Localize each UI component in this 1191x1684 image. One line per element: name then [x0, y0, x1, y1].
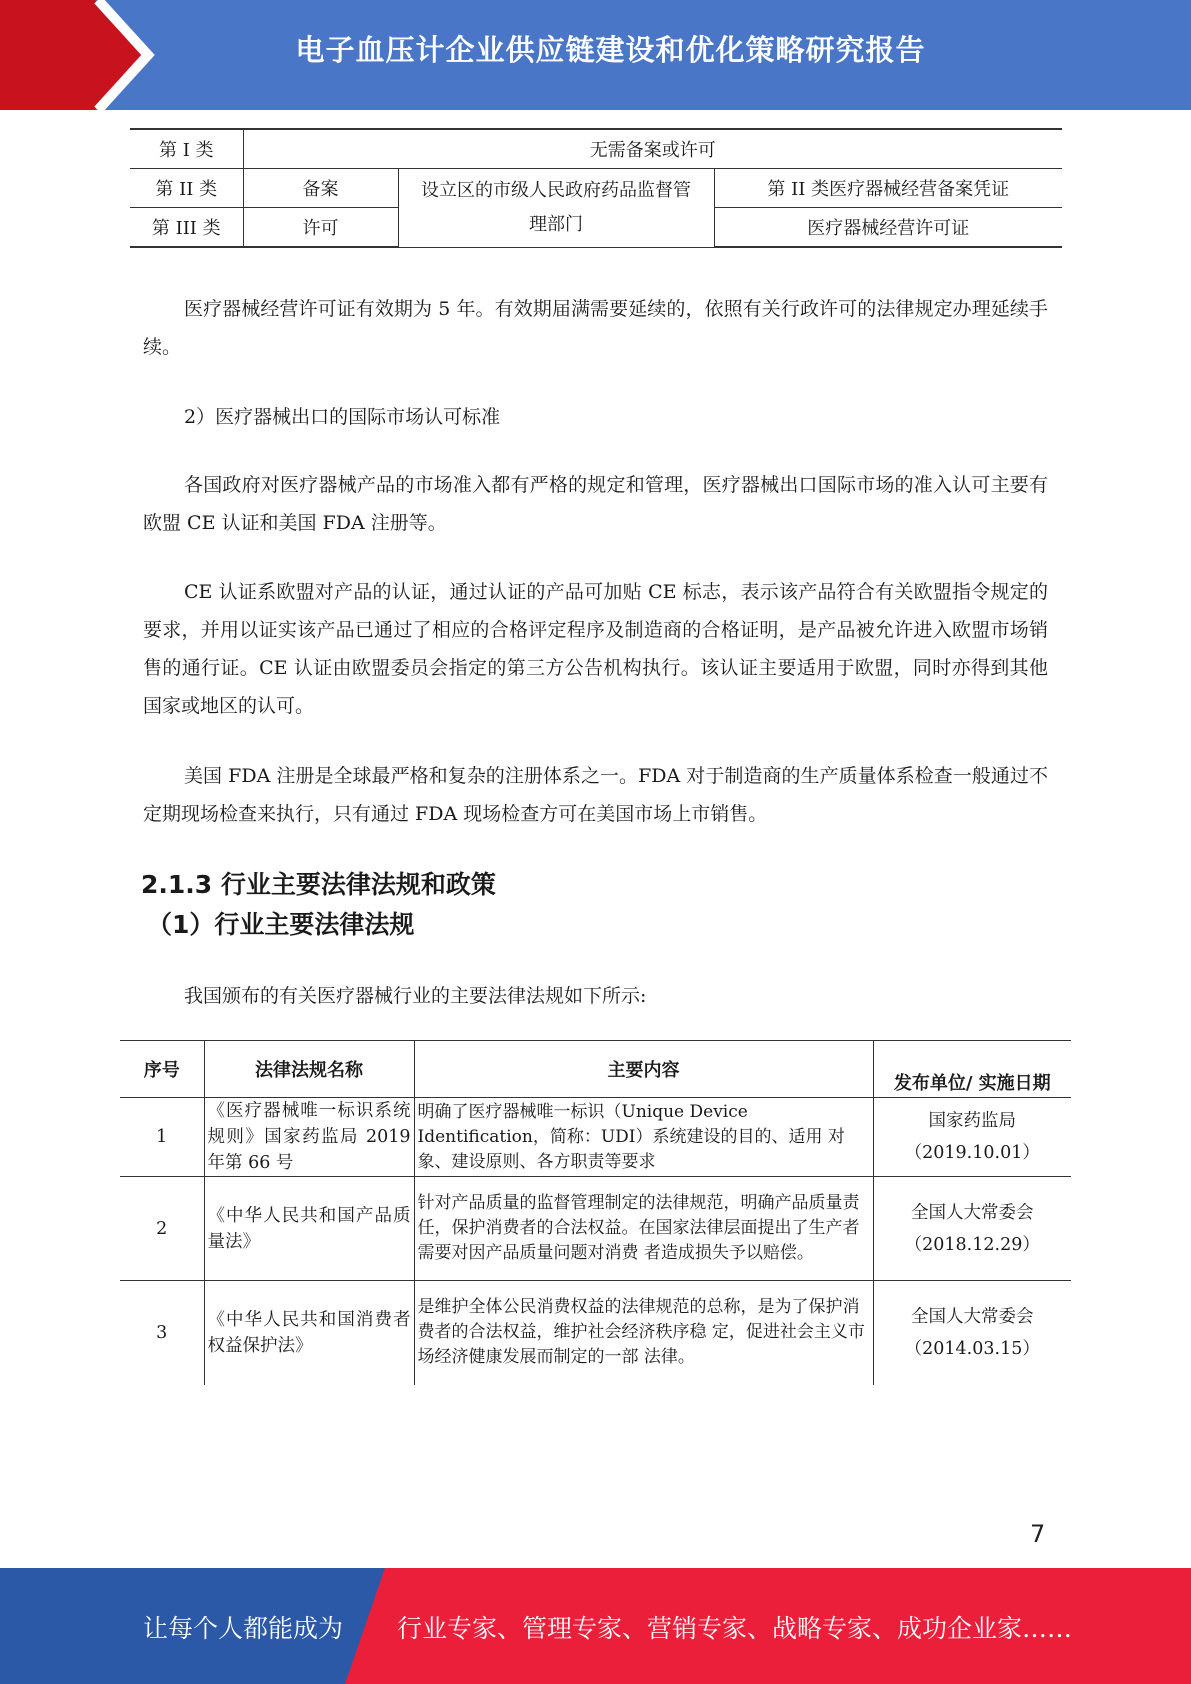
mgmt-cell: 无需备案或许可 [243, 129, 1062, 169]
mgmt-cell: 许可 [243, 208, 398, 248]
paragraph: 我国颁布的有关医疗器械行业的主要法律法规如下所示: [184, 985, 647, 1007]
table-row [120, 1281, 1071, 1385]
class-cell: 第 II 类 [130, 169, 243, 208]
publisher-cell [873, 1098, 1071, 1177]
law-table [120, 1040, 1071, 1385]
cert-cell: 医疗器械经营许可证 [714, 208, 1062, 248]
table-row [120, 1177, 1071, 1281]
effective-date: （2019.10.01） [904, 1143, 1040, 1163]
paragraph: 美国 FDA 注册是全球最严格和复杂的注册体系之一。FDA 对于制造商的生产质量体系检查一般通过不定期现场检查来执行，只有通过 FDA 现场检查方可在美国市场上市销售。 [143, 765, 1048, 825]
header-name: 法律法规名称 [204, 1041, 414, 1098]
seq-cell: 3 [156, 1322, 168, 1343]
paragraph: 医疗器械经营许可证有效期为 5 年。有效期届满需要延续的，依照有关行政许可的法律规定办理延续手续。 [143, 298, 1048, 358]
report-title: 电子血压计企业供应链建设和优化策略研究报告 [295, 33, 926, 67]
law-name-cell: 《中华人民共和国消费者权益保护法》 [204, 1281, 414, 1385]
seq-cell: 1 [120, 1098, 204, 1177]
class-cell: 第 III 类 [130, 208, 243, 248]
publisher-name: 全国人大常委会 [911, 1306, 1034, 1327]
header-publisher: 发布单位/ 实施日期 [873, 1041, 1071, 1098]
header-content: 主要内容 [414, 1041, 873, 1098]
law-name-cell: 《中华人民共和国产品质量法》 [204, 1177, 414, 1281]
footer-slogan-right: 行业专家、管理专家、营销专家、战略专家、成功企业家…… [397, 1614, 1073, 1643]
footer-slogan-left: 让每个人都能成为 [143, 1614, 344, 1643]
dept-cell: 设立区的市级人民政府药品监督管理部门 [398, 169, 714, 248]
content-cell: 针对产品质量的监督管理制定的法律规范，明确产品质量责任，保护消费者的合法权益。在国家法律层面提出了生产者需要对因产品质量问题对消费 者造成损失予以赔偿。 [414, 1177, 873, 1281]
seq-cell: 2 [120, 1177, 204, 1281]
content-cell: 明确了医疗器械唯一标识（Unique Device Identification，简称：UDI）系统建设的目的、适用 对象、建设原则、各方职责等要求 [414, 1098, 873, 1177]
paragraph: 2）医疗器械出口的国际市场认可标准 [184, 406, 501, 428]
device-class-table [130, 128, 1062, 248]
publisher-cell [873, 1281, 1071, 1385]
page-number: 7 [1030, 1520, 1046, 1548]
class-cell: 第 I 类 [130, 129, 243, 169]
table-row [120, 1098, 1071, 1177]
table-header-row [120, 1041, 1071, 1098]
cert-cell: 第 II 类医疗器械经营备案凭证 [714, 169, 1062, 208]
content-cell: 是维护全体公民消费权益的法律规范的总称，是为了保护消费者的合法权益，维护社会经济秩序稳 定，促进社会主义市场经济健康发展而制定的一部 法律。 [414, 1281, 873, 1385]
table-row [130, 169, 1062, 208]
section-heading: 2.1.3 行业主要法律法规和政策 [141, 870, 496, 899]
publisher-cell [873, 1177, 1071, 1281]
law-name-cell: 《医疗器械唯一标识系统规则》国家药监局 2019 年第 66 号 [204, 1098, 414, 1177]
publisher-name: 全国人大常委会 [911, 1202, 1034, 1223]
table-row [130, 129, 1062, 169]
subsection-heading: （1）行业主要法律法规 [147, 910, 415, 939]
mgmt-cell: 备案 [243, 169, 398, 208]
publisher-name: 国家药监局 [928, 1111, 1016, 1131]
header-seq: 序号 [120, 1041, 204, 1098]
page-header [0, 0, 1191, 110]
page-footer [0, 1568, 1191, 1684]
paragraph: 各国政府对医疗器械产品的市场准入都有严格的规定和管理，医疗器械出口国际市场的准入认可主要有欧盟 CE 认证和美国 FDA 注册等。 [143, 474, 1048, 534]
effective-date: （2018.12.29） [904, 1234, 1040, 1255]
effective-date: （2014.03.15） [904, 1338, 1040, 1359]
paragraph: CE 认证系欧盟对产品的认证，通过认证的产品可加贴 CE 标志，表示该产品符合有关欧盟指令规定的要求，并用以证实该产品已通过了相应的合格评定程序及制造商的合格证明，是产品被允许进入欧盟市场销售的通行证。CE 认证由欧盟委员会指定的第三方公告机构执行。该认证主要适用于欧盟，同时亦得到其他国家或地区的认可。 [143, 581, 1048, 717]
